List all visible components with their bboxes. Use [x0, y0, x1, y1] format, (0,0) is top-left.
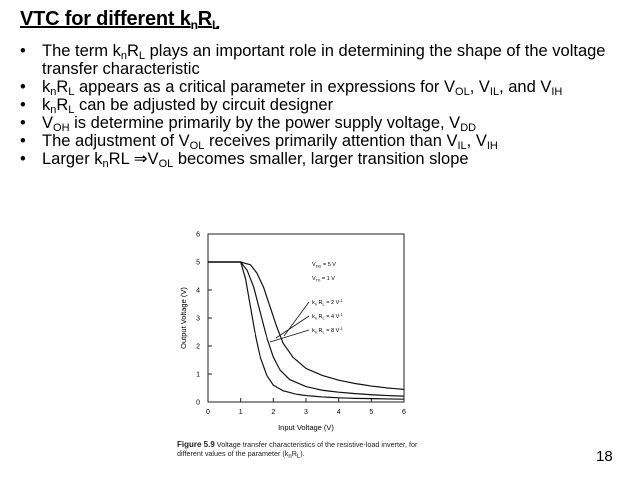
- x-tick-label: 1: [238, 409, 243, 416]
- y-tick-label: 0: [196, 399, 200, 407]
- slide-title: [20, 7, 219, 31]
- caption-sub-n: n: [288, 454, 292, 460]
- bullet-item: [20, 78, 625, 96]
- bullet-text: receives primarily attention than V: [204, 132, 458, 150]
- bullet-list: [20, 42, 625, 168]
- caption-end: ).: [300, 449, 305, 458]
- bullet-marker: •: [20, 42, 26, 60]
- bullet-marker: •: [20, 96, 26, 114]
- annotation-arrow: [270, 330, 309, 342]
- bullet-subscript: L: [68, 86, 75, 98]
- bullet-text: can be adjusted by circuit designer: [74, 96, 334, 114]
- title-sub-l: L: [212, 18, 220, 32]
- bullet-subscript: IH: [551, 86, 563, 98]
- bullet-subscript: IL: [489, 86, 500, 98]
- bullet-text: The adjustment of V: [42, 132, 190, 150]
- bullet-item: [20, 132, 625, 150]
- title-sub-n: n: [190, 18, 198, 32]
- y-tick-label: 2: [196, 343, 200, 351]
- bullet-subscript: n: [120, 50, 127, 62]
- annotation-label: $k_n$ $R_L = 2$ $V^{-1}$: [312, 298, 343, 307]
- bullet-subscript: IL: [457, 140, 467, 152]
- vtc-figure: [172, 226, 422, 470]
- bullet-subscript: OL: [455, 86, 470, 98]
- caption-tail: R: [291, 449, 297, 458]
- annotation-label: $k_n$ $R_L = 8$ $V^{-1}$: [312, 326, 343, 335]
- series-line-2: [208, 262, 404, 396]
- title-main: VTC for different k: [20, 8, 191, 30]
- annotation-label: $k_n$ $R_L = 4$ $V^{-1}$: [312, 312, 343, 321]
- caption-sub-l: L: [296, 454, 301, 460]
- y-tick-label: 3: [196, 315, 200, 323]
- bullet-subscript: L: [138, 50, 146, 62]
- bullet-marker: •: [20, 132, 26, 150]
- x-tick-label: 3: [304, 409, 308, 416]
- bullet-subscript: DD: [460, 122, 477, 134]
- y-tick-label: 5: [196, 259, 200, 267]
- bullet-text: , V: [466, 132, 487, 150]
- vtc-chart: [172, 226, 422, 446]
- annotation-label: $V_{DD} = 5$ V: [312, 262, 336, 269]
- x-tick-label: 0: [206, 409, 210, 416]
- bullet-text: Larger k: [42, 150, 103, 168]
- bullet-subscript: n: [50, 104, 57, 116]
- bullet-text: becomes smaller, larger transition slope: [173, 150, 469, 168]
- x-axis-label: Input Voltage (V): [278, 423, 334, 432]
- bullet-subscript: IH: [486, 140, 498, 152]
- bullet-text: , and V: [499, 78, 552, 96]
- bullet-text: is determine primarily by the power supply voltage, V: [69, 114, 461, 132]
- bullet-item: [20, 96, 625, 114]
- bullet-text: k: [42, 96, 51, 114]
- y-tick-label: 1: [196, 371, 200, 379]
- figure-caption: [177, 440, 437, 458]
- bullet-text: plays an important role in determining the shape of the voltage transfer characteristic: [42, 42, 606, 78]
- bullet-subscript: n: [102, 158, 109, 170]
- caption-text: Voltage transfer characteristics of the resistive-load inverter, for different values of the parameter (k: [177, 440, 418, 458]
- bullet-text: R: [126, 42, 139, 60]
- bullet-subscript: OH: [53, 122, 70, 134]
- series-line-1: [208, 262, 404, 389]
- title-mid: R: [197, 8, 213, 30]
- y-axis-label: Output Voltage (V): [179, 287, 188, 349]
- bullet-marker: •: [20, 78, 26, 96]
- bullet-marker: •: [20, 114, 26, 132]
- bullet-text: appears as a critical parameter in expressions for V: [74, 78, 456, 96]
- bullet-item: [20, 114, 625, 132]
- bullet-text: The term k: [42, 42, 121, 60]
- y-tick-label: 4: [196, 287, 200, 295]
- bullet-text: R: [56, 96, 69, 114]
- bullet-text: R: [56, 78, 69, 96]
- bullet-marker: •: [20, 150, 26, 168]
- bullet-subscript: L: [68, 104, 75, 116]
- bullet-item: [20, 42, 625, 78]
- caption-label: Figure 5.9: [177, 440, 215, 449]
- annotation-label: $V_{T0} = 1$ V: [312, 276, 335, 283]
- bullet-subscript: n: [50, 86, 57, 98]
- bullet-text: V: [42, 114, 54, 132]
- bullet-text: RL ⇒V: [108, 150, 159, 168]
- page-number: 18: [596, 448, 613, 465]
- bullet-subscript: OL: [189, 140, 205, 152]
- bullet-subscript: OL: [158, 158, 174, 170]
- x-tick-label: 4: [336, 409, 341, 416]
- bullet-text: , V: [469, 78, 490, 96]
- bullet-text: k: [42, 78, 51, 96]
- bullet-item: [20, 150, 625, 168]
- x-tick-label: 2: [271, 409, 276, 416]
- y-tick-label: 6: [196, 231, 200, 239]
- x-tick-label: 5: [369, 409, 374, 416]
- x-tick-label: 6: [402, 409, 406, 416]
